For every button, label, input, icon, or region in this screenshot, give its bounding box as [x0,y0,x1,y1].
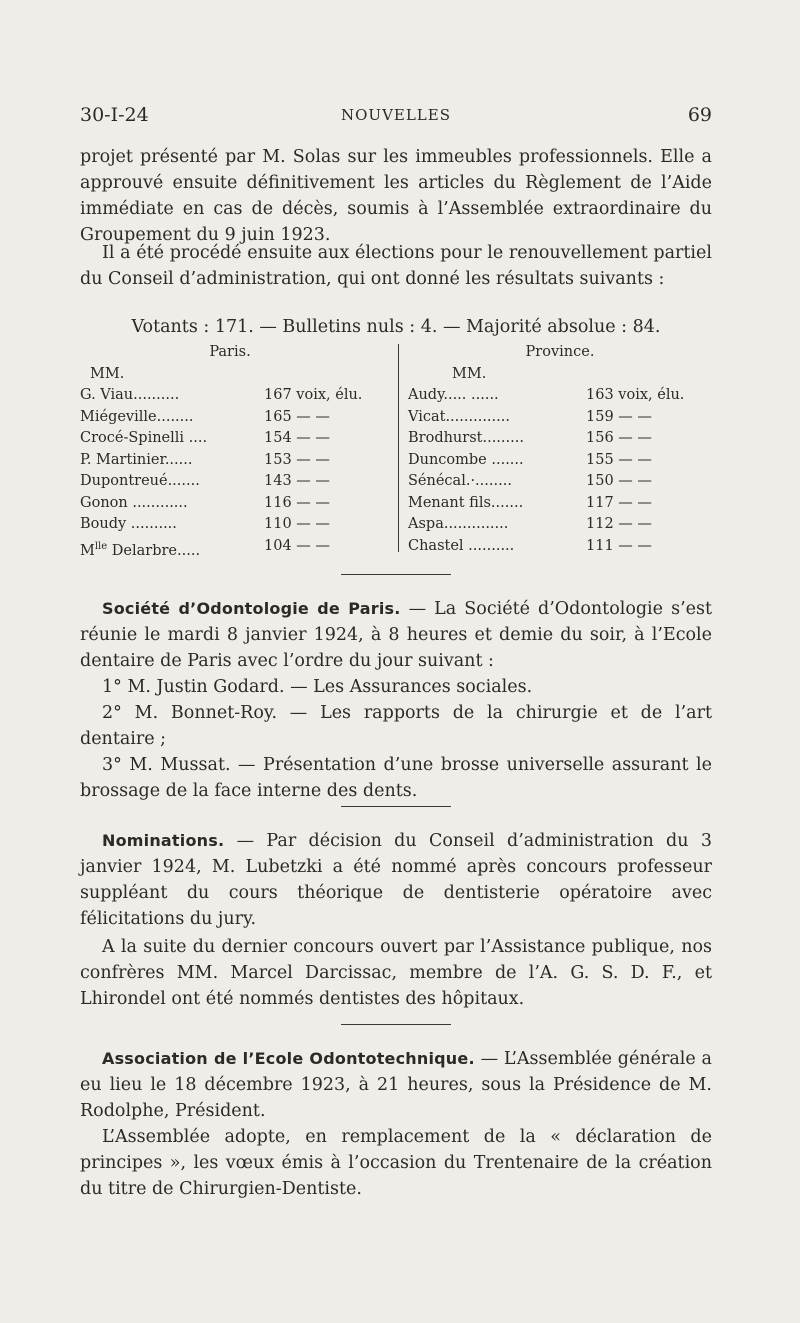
result-row: Aspa.............. 112 — — [408,516,652,532]
vote-summary: Votants : 171. — Bulletins nuls : 4. — Majorité absolue : 84. [131,317,661,337]
result-row: G. Viau.......... 167 voix, élu. [80,387,363,403]
running-header [80,104,712,134]
paragraph-continued: projet présenté par M. Solas sur les immeubles professionnels. Elle a approuvé ensuite définitivement les articles du Règlement de l’Aide immédiate en cas de décès, soumis à l’Assemblée extraordinaire du Groupement du 9 juin 1923. [80,147,712,245]
result-row: Duncombe ....... 155 — — [408,451,652,468]
section-nominations: Nominations. — Par décision du Conseil d’administration du 3 janvier 1924, M. Lubetzki a été nommé après concours professeur suppléant du cours théorique de dentisterie opératoire avec félicitations du jury. [80,831,712,929]
result-row: Crocé-Spinelli .... 154 — — [80,430,330,446]
result-row: Miégeville........ 165 — — [80,408,330,425]
section-divider [341,806,451,807]
result-row: Chastel .......... 111 — — [408,537,652,554]
header-date: 30-I-24 [80,104,149,126]
results-province-mm: MM. [452,365,487,382]
result-row: Vicat.............. 159 — — [408,408,652,425]
section-association: Association de l’Ecole Odontotechnique. — L’Assemblée générale a eu lieu le 18 décembre 1923, à 21 heures, sous la Présidence de M. Rodolphe, Président. [80,1049,712,1121]
results-paris-mm: MM. [90,365,125,382]
section-heading: Association de l’Ecole Odontotechnique. [102,1049,475,1068]
result-row: Sénécal.·........ 150 — — [408,473,652,489]
agenda-item-2: 2° M. Bonnet-Roy. — Les rapports de la chirurgie et de l’art dentaire ; [80,703,712,749]
result-row: P. Martinier...... 153 — — [80,451,330,468]
agenda-item-1: 1° M. Justin Godard. — Les Assurances sociales. [102,677,533,697]
section-heading: Société d’Odontologie de Paris. [102,599,401,618]
result-row: Gonon ............ 116 — — [80,494,330,511]
column-divider [398,344,399,552]
paragraph-assemblee: L’Assemblée adopte, en remplacement de la « déclaration de principes », les vœux émis à l’occasion du Trentenaire de la création du titre de Chirurgien-Dentiste. [80,1127,712,1199]
result-row: Boudy .......... 110 — — [80,516,330,532]
section-heading: Nominations. [102,831,225,850]
result-row: $M^{lle}$ Delarbre..... 104 — — [80,537,330,559]
results-province-title: Province. [525,344,595,360]
header-section: NOUVELLES [341,106,451,124]
paragraph-assistance: A la suite du dernier concours ouvert par l’Assistance publique, nos confrères MM. Marcel Darcissac, membre de l’A. G. S. D. F., et Lhirondel ont été nommés dentistes des hôpitaux. [80,937,712,1009]
result-row: Brodhurst......... 156 — — [408,430,652,446]
agenda-item-3: 3° M. Mussat. — Présentation d’une brosse universelle assurant le brossage de la face interne des dents. [80,755,712,801]
results-province [408,342,712,557]
section-odontologie: Société d’Odontologie de Paris. — La Société d’Odontologie s’est réunie le mardi 8 janvier 1924, à 8 heures et demie du soir, à l’Ecole dentaire de Paris avec l’ordre du jour suivant : [80,599,712,671]
page-number: 69 [687,104,712,126]
result-row: Audy..... ...... 163 voix, élu. [408,387,685,403]
result-row: Menant fils....... 117 — — [408,494,652,511]
results-paris [80,342,380,557]
section-divider [341,1024,451,1025]
result-row: Dupontreué....... 143 — — [80,473,330,489]
paragraph-elections: Il a été procédé ensuite aux élections pour le renouvellement partiel du Conseil d’administration, qui ont donné les résultats suivants : [80,243,712,289]
section-divider [341,574,451,575]
results-paris-title: Paris. [209,344,251,360]
